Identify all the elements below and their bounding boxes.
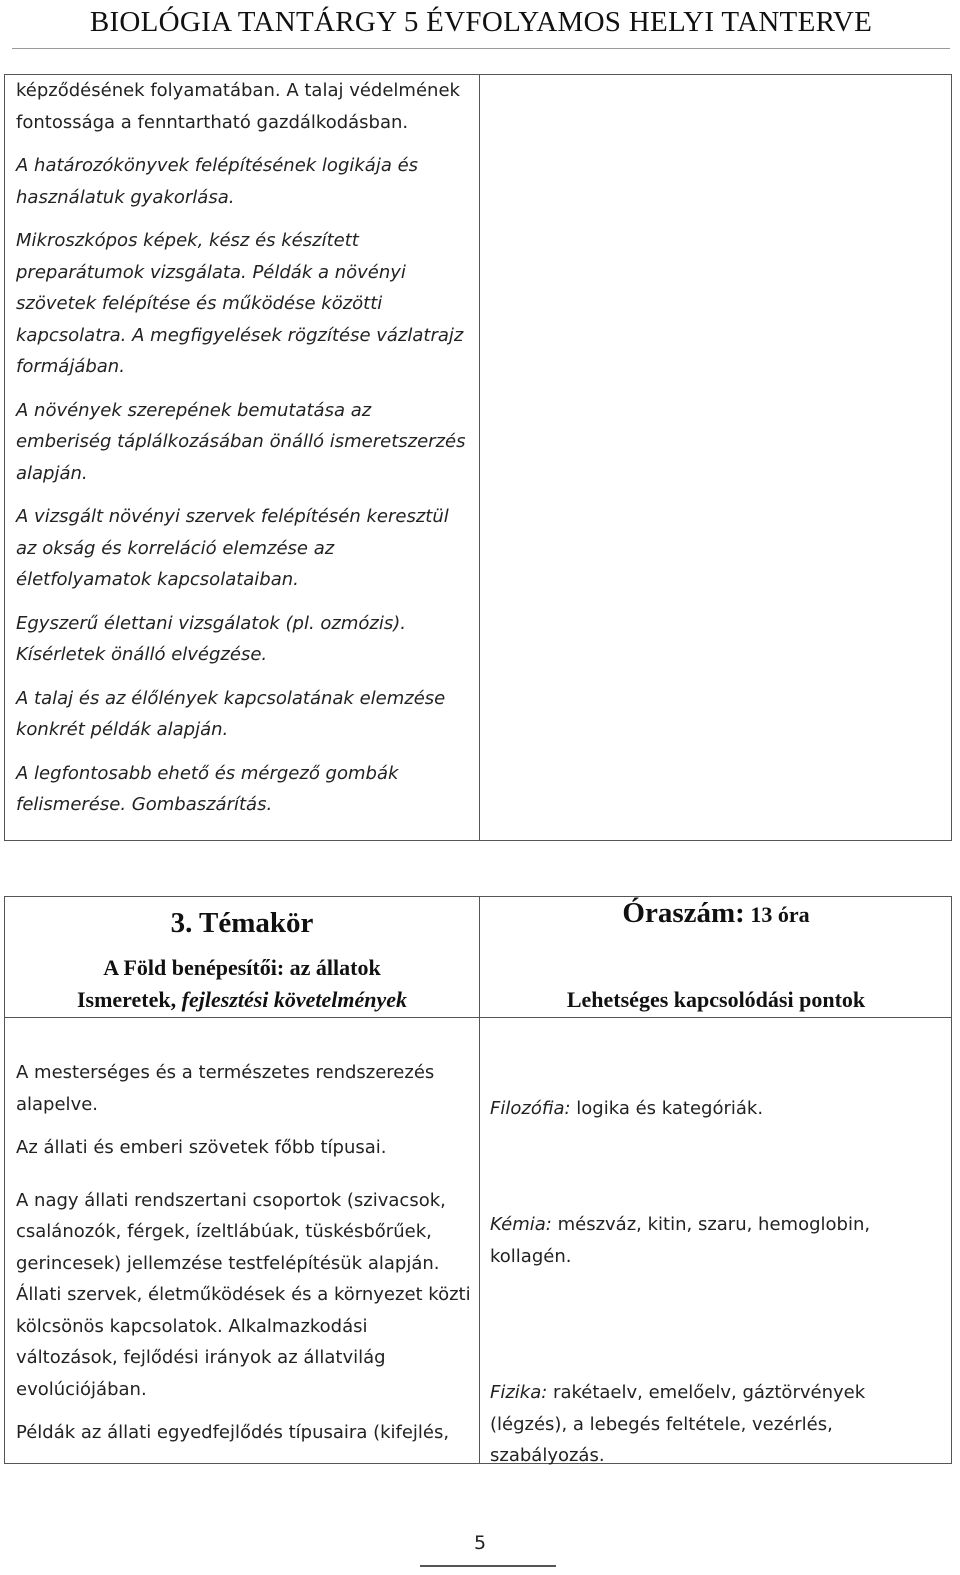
connection-item: [490, 1093, 945, 1125]
paragraph: Egyszerű élettani vizsgálatok (pl. ozmózis). Kísérletek önálló elvégzése.: [16, 612, 406, 665]
paragraph: A nagy állati rendszertani csoportok (szivacsok, csalánozók, férgek, ízeltlábúak, tüskésbőrűek, gerincesek) jellemzése testfelépítésük alapján. Állati szervek, életműködések és a környezet közti kölcsönös kapcsolatok. Alkalmazkodási változások, fejlődési irányok az állatvilág evolúciójában.: [16, 1189, 471, 1400]
hours-cell: [479, 897, 953, 930]
paragraph: A mesterséges és a természetes rendszerezés alapelve.: [16, 1062, 435, 1115]
hours-value: 13 óra: [744, 902, 810, 927]
page-header: [12, 0, 950, 49]
column-divider: [479, 75, 480, 840]
page-number: 5: [473, 1532, 487, 1554]
subject-name: Kémia:: [490, 1214, 552, 1235]
paragraph: Példák az állati egyedfejlődés típusaira (kifejlés,: [16, 1422, 450, 1443]
footer-rule: [420, 1565, 556, 1567]
knowledge-column: [16, 1037, 471, 1449]
header-divider: [5, 1017, 951, 1018]
connection-item: [490, 1377, 945, 1472]
column-divider: [479, 897, 480, 1463]
column-header-connections: Lehetséges kapcsolódási pontok: [566, 987, 866, 1012]
header-part-italic: fejlesztési követelmények: [181, 987, 408, 1012]
paragraph: A növények szerepének bemutatása az emberiség táplálkozásában önálló ismeretszerzés alapján.: [16, 399, 466, 484]
topic-table: [4, 896, 952, 1464]
paragraph: A vizsgált növényi szervek felépítésén keresztül az okság és korreláció elemzése az életfolyamatok kapcsolataiban.: [16, 506, 449, 590]
text-span: A talaj védelmének fontossága a fenntartható gazdálkodásban.: [16, 80, 460, 133]
paragraph: Mikroszkópos képek, kész és készített preparátumok vizsgálata. Példák a növényi szövetek felépítése és működése közötti kapcsolatra. A megfigyelések rögzítése vázlatrajz formájában.: [16, 230, 464, 377]
subject-text: logika és kategóriák.: [570, 1098, 764, 1119]
paragraph: [16, 75, 471, 138]
topic-subtitle: A Föld benépesítői: az állatok: [103, 955, 381, 980]
subject-name: Fizika:: [490, 1382, 548, 1403]
text-span: képződésének folyamatában.: [16, 80, 287, 101]
connection-item: [490, 1209, 945, 1272]
paragraph: A határozókönyvek felépítésének logikája és használatuk gyakorlása.: [16, 155, 419, 208]
topic-title: 3. Témakör: [170, 907, 314, 939]
subject-text: mészváz, kitin, szaru, hemoglobin, kollagén.: [490, 1214, 871, 1267]
column-header-knowledge: [5, 987, 479, 1013]
subject-name: Filozófia:: [490, 1098, 571, 1119]
paragraph: A legfontosabb ehető és mérgező gombák felismerése. Gombaszárítás.: [16, 762, 399, 815]
subject-text: rakétaelv, emelőelv, gáztörvények (légzés), a lebegés feltétele, vezérlés, szabályozás.: [490, 1382, 866, 1466]
hours-label: Óraszám:: [622, 897, 745, 929]
header-part: Ismeretek,: [76, 987, 182, 1012]
requirements-column: [16, 75, 471, 821]
document-title: BIOLÓGIA TANTÁRGY 5 ÉVFOLYAMOS HELYI TANTERVE: [89, 6, 873, 38]
paragraph: Az állati és emberi szövetek főbb típusai.: [16, 1137, 387, 1158]
curriculum-table-continued: [4, 74, 952, 841]
paragraph: A talaj és az élőlények kapcsolatának elemzése konkrét példák alapján.: [16, 687, 446, 740]
